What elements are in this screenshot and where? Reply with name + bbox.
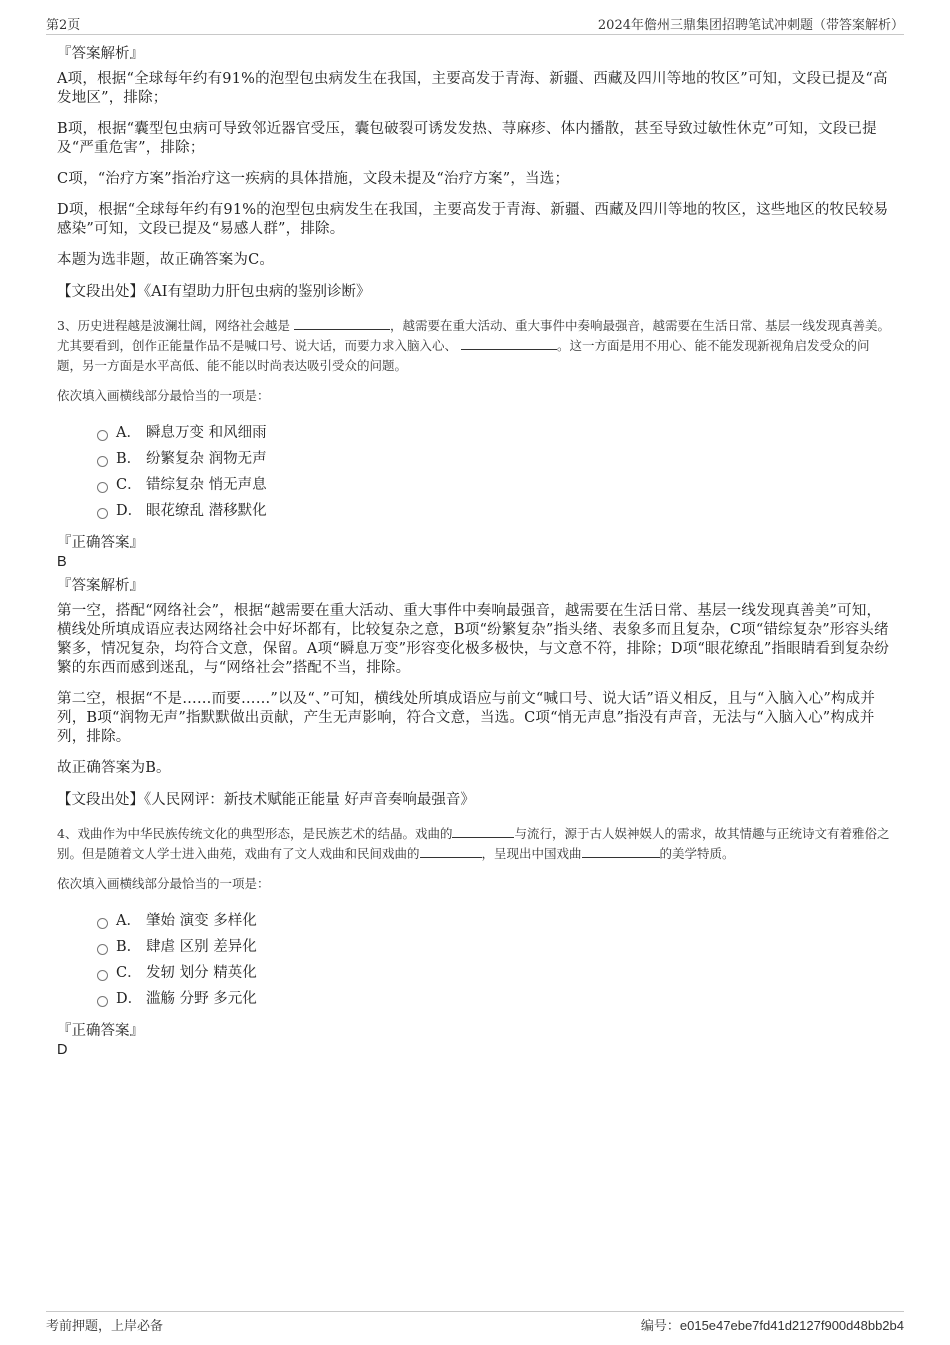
option-d[interactable]: D． 滥觞 分野 多元化 — [97, 986, 892, 1012]
option-text: 瞬息万变 和风细雨 — [146, 425, 267, 441]
option-b[interactable]: B． 纷繁复杂 润物无声 — [97, 446, 892, 472]
analysis-paragraph: B项，根据“囊型包虫病可导致邻近器官受压，囊包破裂可诱发发热、荨麻疹、体内播散，甚至导致过敏性休克”可知，文段已提及“严重危害”，排除； — [57, 121, 877, 156]
analysis-paragraph: D项，根据“全球每年约有91%的泡型包虫病发生在我国，主要高发于青海、新疆、西藏及四川等地的牧区，这些地区的牧民较易感染”可知，文段已提及“易感人群”，排除。 — [57, 202, 889, 237]
analysis-label: 『答案解析』 — [57, 46, 144, 62]
option-text: 发轫 划分 精英化 — [146, 965, 257, 981]
correct-answer-value: B — [57, 554, 67, 570]
radio-button[interactable] — [97, 456, 108, 467]
page-footer — [46, 1311, 904, 1338]
question-3-options — [97, 420, 892, 524]
question-3-stem: 3、历史进程越是波澜壮阔，网络社会越是 ，越需要在重大活动、重大事件中奏响最强音，越需要在生活日常、基层一线发现真善美。尤其要看到，创作正能量作品不是喊口号、说大话，而要力求入脑入心、 。这一方面是用不用心、能不能发现新视角启发受众的问题，另一方面是水平高低、能不能以时尚表达吸引受众的问题。 — [57, 318, 890, 373]
radio-button[interactable] — [97, 970, 108, 981]
radio-button[interactable] — [97, 996, 108, 1007]
fill-blank — [420, 845, 482, 858]
option-text: 错综复杂 悄无声息 — [146, 477, 267, 493]
option-a[interactable]: A． 肇始 演变 多样化 — [97, 908, 892, 934]
option-b[interactable]: B． 肆虐 区别 差异化 — [97, 934, 892, 960]
source-citation: 【文段出处】《人民网评：新技术赋能正能量 好声音奏响最强音》 — [57, 792, 475, 808]
option-text: 眼花缭乱 潜移默化 — [146, 503, 267, 519]
option-d[interactable]: D． 眼花缭乱 潜移默化 — [97, 498, 892, 524]
radio-button[interactable] — [97, 482, 108, 493]
fill-blank — [582, 845, 660, 858]
option-a[interactable]: A． 瞬息万变 和风细雨 — [97, 420, 892, 446]
question-4-prompt: 依次填入画横线部分最恰当的一项是： — [57, 876, 270, 891]
radio-button[interactable] — [97, 508, 108, 519]
analysis-paragraph: 第二空，根据“不是……而要……”以及“、”可知，横线处所填成语应与前文“喊口号、说大话”语义相反，且与“入脑入心”构成并列，B项“润物无声”指默默做出贡献，产生无声影响，符合文意，当选。C项“悄无声息”指没有声音，无法与“入脑入心”构成并列，排除。 — [57, 691, 876, 745]
question-3-prompt: 依次填入画横线部分最恰当的一项是： — [57, 388, 270, 403]
analysis-paragraph: C项，“治疗方案”指治疗这一疾病的具体措施，文段未提及“治疗方案”，当选； — [57, 171, 570, 187]
correct-answer-label: 『正确答案』 — [57, 1023, 144, 1039]
analysis-conclusion: 故正确答案为B。 — [57, 760, 171, 776]
analysis-paragraph: 第一空，搭配“网络社会”，根据“越需要在重大活动、重大事件中奏响最强音，越需要在生活日常、基层一线发现真善美”可知，横线处所填成语应表达网络社会中好坏都有，比较复杂之意，B项“纷繁复杂”指头绪、表象多而且复杂，C项“错综复杂”形容头绪繁多，情况复杂，均符合文意，保留。A项“瞬息万变”形容变化极多极快，与文意不符，排除；D项“眼花缭乱”指眼睛看到复杂纷繁的东西而感到迷乱，与“网络社会”搭配不当，排除。 — [57, 603, 890, 676]
source-citation: 【文段出处】《AI有望助力肝包虫病的鉴别诊断》 — [57, 284, 371, 300]
option-text: 肇始 演变 多样化 — [146, 913, 257, 929]
page-content — [57, 44, 892, 1064]
correct-answer-value: D — [57, 1042, 68, 1058]
fill-blank — [294, 317, 390, 330]
question-4-options — [97, 908, 892, 1012]
document-code: 编号：e015e47ebe7fd41d2127f900d48bb2b4 — [640, 1318, 904, 1334]
page-header — [46, 14, 904, 35]
option-text: 肆虐 区别 差异化 — [146, 939, 257, 955]
page-number: 第2页 — [46, 18, 81, 33]
option-text: 滥觞 分野 多元化 — [146, 991, 257, 1007]
option-c[interactable]: C． 发轫 划分 精英化 — [97, 960, 892, 986]
analysis-conclusion: 本题为选非题，故正确答案为C。 — [57, 252, 275, 268]
radio-button[interactable] — [97, 918, 108, 929]
fill-blank — [461, 337, 557, 350]
radio-button[interactable] — [97, 944, 108, 955]
analysis-label: 『答案解析』 — [57, 578, 144, 594]
question-4-stem: 4、戏曲作为中华民族传统文化的典型形态，是民族艺术的结晶。戏曲的 与流行，源于古人娱神娱人的需求，故其情趣与正统诗文有着雅俗之别。但是随着文人学士进入曲苑，戏曲有了文人戏曲和民间戏曲的 ，呈现出中国戏曲 的美学特质。 — [57, 826, 890, 861]
analysis-paragraph: A项，根据“全球每年约有91%的泡型包虫病发生在我国，主要高发于青海、新疆、西藏及四川等地的牧区”可知，文段已提及“高发地区”，排除； — [57, 71, 888, 106]
correct-answer-label: 『正确答案』 — [57, 535, 144, 551]
option-text: 纷繁复杂 润物无声 — [146, 451, 267, 467]
option-c[interactable]: C． 错综复杂 悄无声息 — [97, 472, 892, 498]
document-title: 2024年儋州三鼎集团招聘笔试冲刺题（带答案解析） — [597, 18, 904, 33]
radio-button[interactable] — [97, 430, 108, 441]
fill-blank — [452, 825, 514, 838]
footer-slogan: 考前押题，上岸必备 — [46, 1319, 164, 1334]
